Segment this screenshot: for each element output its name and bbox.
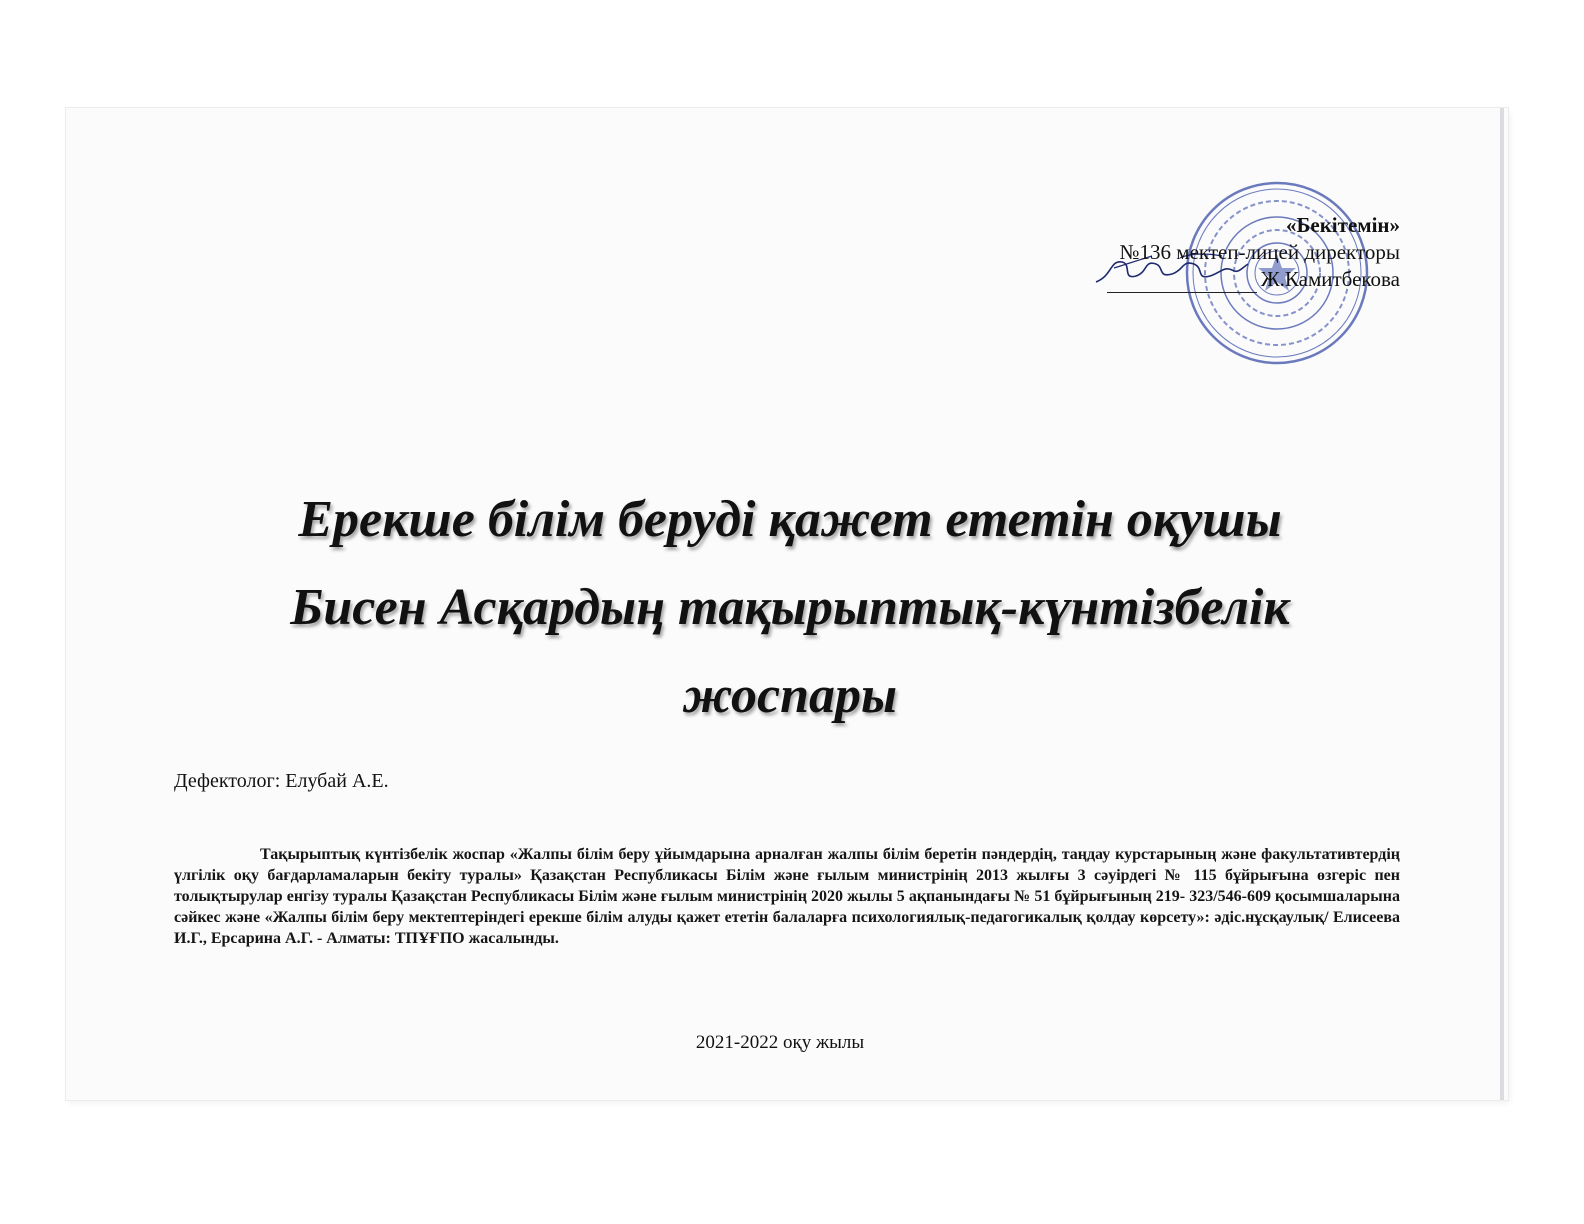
director-position: №136 мектеп-лицей директоры [1119, 240, 1400, 264]
author-line: Дефектолог: Елубай А.Е. [174, 770, 389, 792]
title-line-2: Бисен Асқардың тақырыптық-күнтізбелік [290, 579, 1290, 636]
signature-line [1107, 272, 1257, 293]
approval-title: «Бекітемін» [1285, 213, 1400, 237]
approval-block [980, 212, 1400, 293]
title-line-1: Ерекше білім беруді қажет ететін оқушы [298, 491, 1282, 548]
document-title [150, 476, 1430, 740]
description-paragraph: Тақырыптық күнтізбелік жоспар «Жалпы білім беру ұйымдарына арналған жалпы білім беретін пәндердің, таңдау курстарының және факультативтердің үлгілік оқу бағдарламаларын бекіту туралы» Қазақстан Республикасы Білім және ғылым министрінің 2013 жылғы 3 сәуірдегі № 115 бұйрығына өзгеріс пен толықтырулар енгізу туралы Қазақстан Республикасы Білім және ғылым министрінің 2020 жылы 5 ақпанындағы № 51 бұйрығының 219- 323/546-609 қосымшаларына сәйкес және «Жалпы білім беру мектептеріндегі ерекше білім алуды қажет ететін балаларға психологиялық-педагогикалық қолдау көрсету»: әдіс.нұсқаулық/ Елисеева И.Г., Ерсарина А.Г. - Алматы: ТПҰҒПО жасалынды. [174, 846, 1400, 947]
title-line-3: жоспары [682, 667, 898, 724]
signature-row [980, 266, 1400, 293]
sheet-edge [1500, 108, 1504, 1100]
director-name: Ж.Камитбекова [1260, 267, 1400, 291]
academic-year: 2021-2022 оқу жылы [695, 1032, 865, 1053]
